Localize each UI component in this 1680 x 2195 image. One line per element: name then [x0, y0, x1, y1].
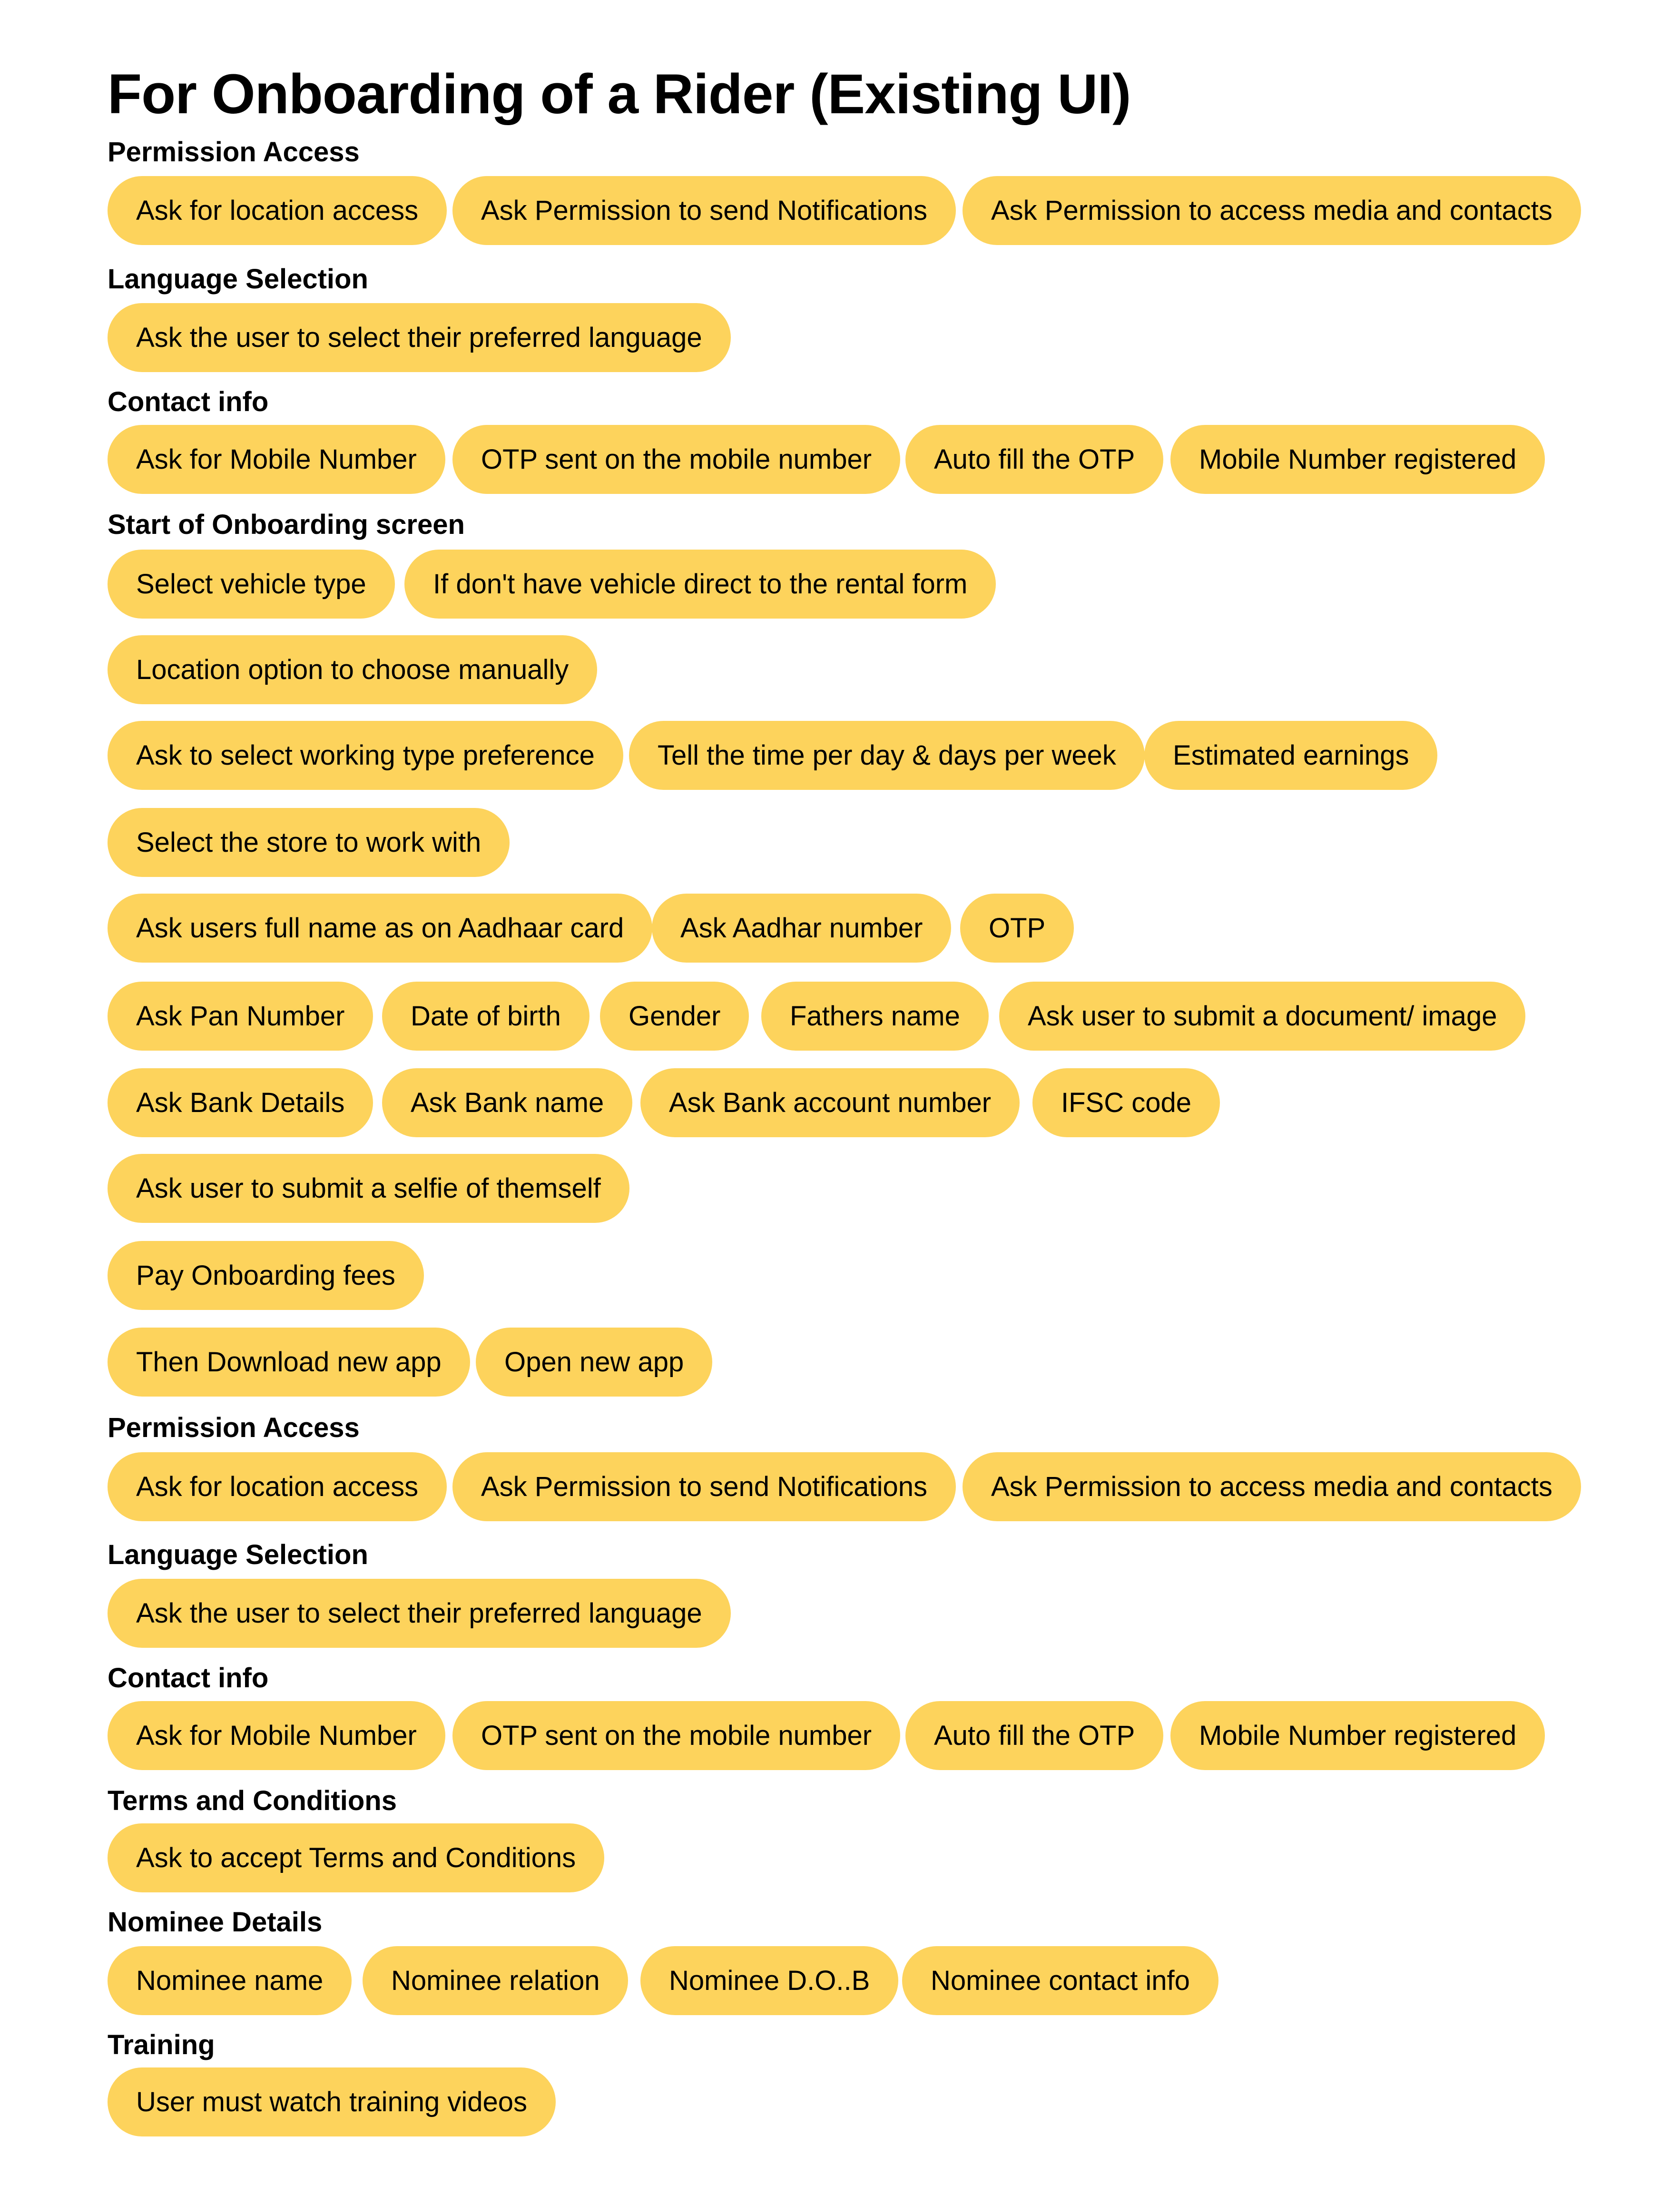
- section-label-contact-info-2: Contact info: [108, 1663, 269, 1693]
- step-chip-notifications-permission: Ask Permission to send Notifications: [452, 176, 956, 245]
- step-chip-pan-number: Ask Pan Number: [108, 982, 373, 1051]
- step-chip-notifications-permission-2: Ask Permission to send Notifications: [452, 1452, 956, 1521]
- step-chip-mobile-registered-2: Mobile Number registered: [1170, 1701, 1545, 1770]
- step-chip-nominee-contact: Nominee contact info: [902, 1946, 1218, 2015]
- step-chip-bank-details: Ask Bank Details: [108, 1068, 373, 1137]
- section-label-permission-access: Permission Access: [108, 137, 360, 167]
- step-chip-vehicle-type: Select vehicle type: [108, 550, 395, 619]
- step-chip-bank-name: Ask Bank name: [382, 1068, 632, 1137]
- step-chip-bank-account-number: Ask Bank account number: [640, 1068, 1020, 1137]
- step-chip-nominee-relation: Nominee relation: [363, 1946, 628, 2015]
- step-chip-preferred-language-2: Ask the user to select their preferred language: [108, 1579, 731, 1648]
- step-chip-open-new-app: Open new app: [476, 1328, 712, 1397]
- step-chip-rental-form: If don't have vehicle direct to the rental form: [404, 550, 996, 619]
- step-chip-nominee-dob: Nominee D.O..B: [640, 1946, 898, 2015]
- step-chip-working-type: Ask to select working type preference: [108, 721, 623, 790]
- step-chip-submit-document: Ask user to submit a document/ image: [999, 982, 1525, 1051]
- section-label-training: Training: [108, 2029, 215, 2060]
- step-chip-estimated-earnings: Estimated earnings: [1144, 721, 1437, 790]
- step-chip-auto-fill-otp: Auto fill the OTP: [905, 425, 1163, 494]
- step-chip-otp-sent-2: OTP sent on the mobile number: [452, 1701, 900, 1770]
- step-chip-aadhar-number: Ask Aadhar number: [652, 894, 951, 963]
- page-title: For Onboarding of a Rider (Existing UI): [108, 63, 1131, 126]
- step-chip-aadhar-otp: OTP: [960, 894, 1074, 963]
- step-chip-full-name: Ask users full name as on Aadhaar card: [108, 894, 652, 963]
- section-label-language-selection: Language Selection: [108, 264, 368, 295]
- section-label-terms-conditions: Terms and Conditions: [108, 1785, 397, 1816]
- step-chip-training-videos: User must watch training videos: [108, 2067, 556, 2136]
- step-chip-mobile-number-2: Ask for Mobile Number: [108, 1701, 445, 1770]
- step-chip-submit-selfie: Ask user to submit a selfie of themself: [108, 1154, 629, 1223]
- section-label-language-selection-2: Language Selection: [108, 1539, 368, 1570]
- step-chip-fathers-name: Fathers name: [761, 982, 989, 1051]
- step-chip-mobile-registered: Mobile Number registered: [1170, 425, 1545, 494]
- step-chip-otp-sent: OTP sent on the mobile number: [452, 425, 900, 494]
- step-chip-nominee-name: Nominee name: [108, 1946, 352, 2015]
- step-chip-mobile-number: Ask for Mobile Number: [108, 425, 445, 494]
- step-chip-location-access: Ask for location access: [108, 176, 447, 245]
- step-chip-media-contacts-permission: Ask Permission to access media and contacts: [963, 176, 1581, 245]
- step-chip-date-of-birth: Date of birth: [382, 982, 589, 1051]
- step-chip-media-contacts-permission-2: Ask Permission to access media and contacts: [963, 1452, 1581, 1521]
- step-chip-preferred-language: Ask the user to select their preferred language: [108, 303, 731, 372]
- section-label-permission-access-2: Permission Access: [108, 1412, 360, 1443]
- step-chip-time-per-day: Tell the time per day & days per week: [629, 721, 1145, 790]
- step-chip-gender: Gender: [600, 982, 749, 1051]
- step-chip-location-access-2: Ask for location access: [108, 1452, 447, 1521]
- step-chip-accept-terms: Ask to accept Terms and Conditions: [108, 1823, 604, 1892]
- step-chip-onboarding-fees: Pay Onboarding fees: [108, 1241, 424, 1310]
- step-chip-manual-location: Location option to choose manually: [108, 635, 597, 704]
- step-chip-auto-fill-otp-2: Auto fill the OTP: [905, 1701, 1163, 1770]
- step-chip-ifsc-code: IFSC code: [1032, 1068, 1220, 1137]
- step-chip-select-store: Select the store to work with: [108, 808, 510, 877]
- section-label-nominee-details: Nominee Details: [108, 1907, 323, 1938]
- section-label-start-onboarding: Start of Onboarding screen: [108, 509, 465, 540]
- step-chip-download-new-app: Then Download new app: [108, 1328, 470, 1397]
- section-label-contact-info: Contact info: [108, 386, 269, 417]
